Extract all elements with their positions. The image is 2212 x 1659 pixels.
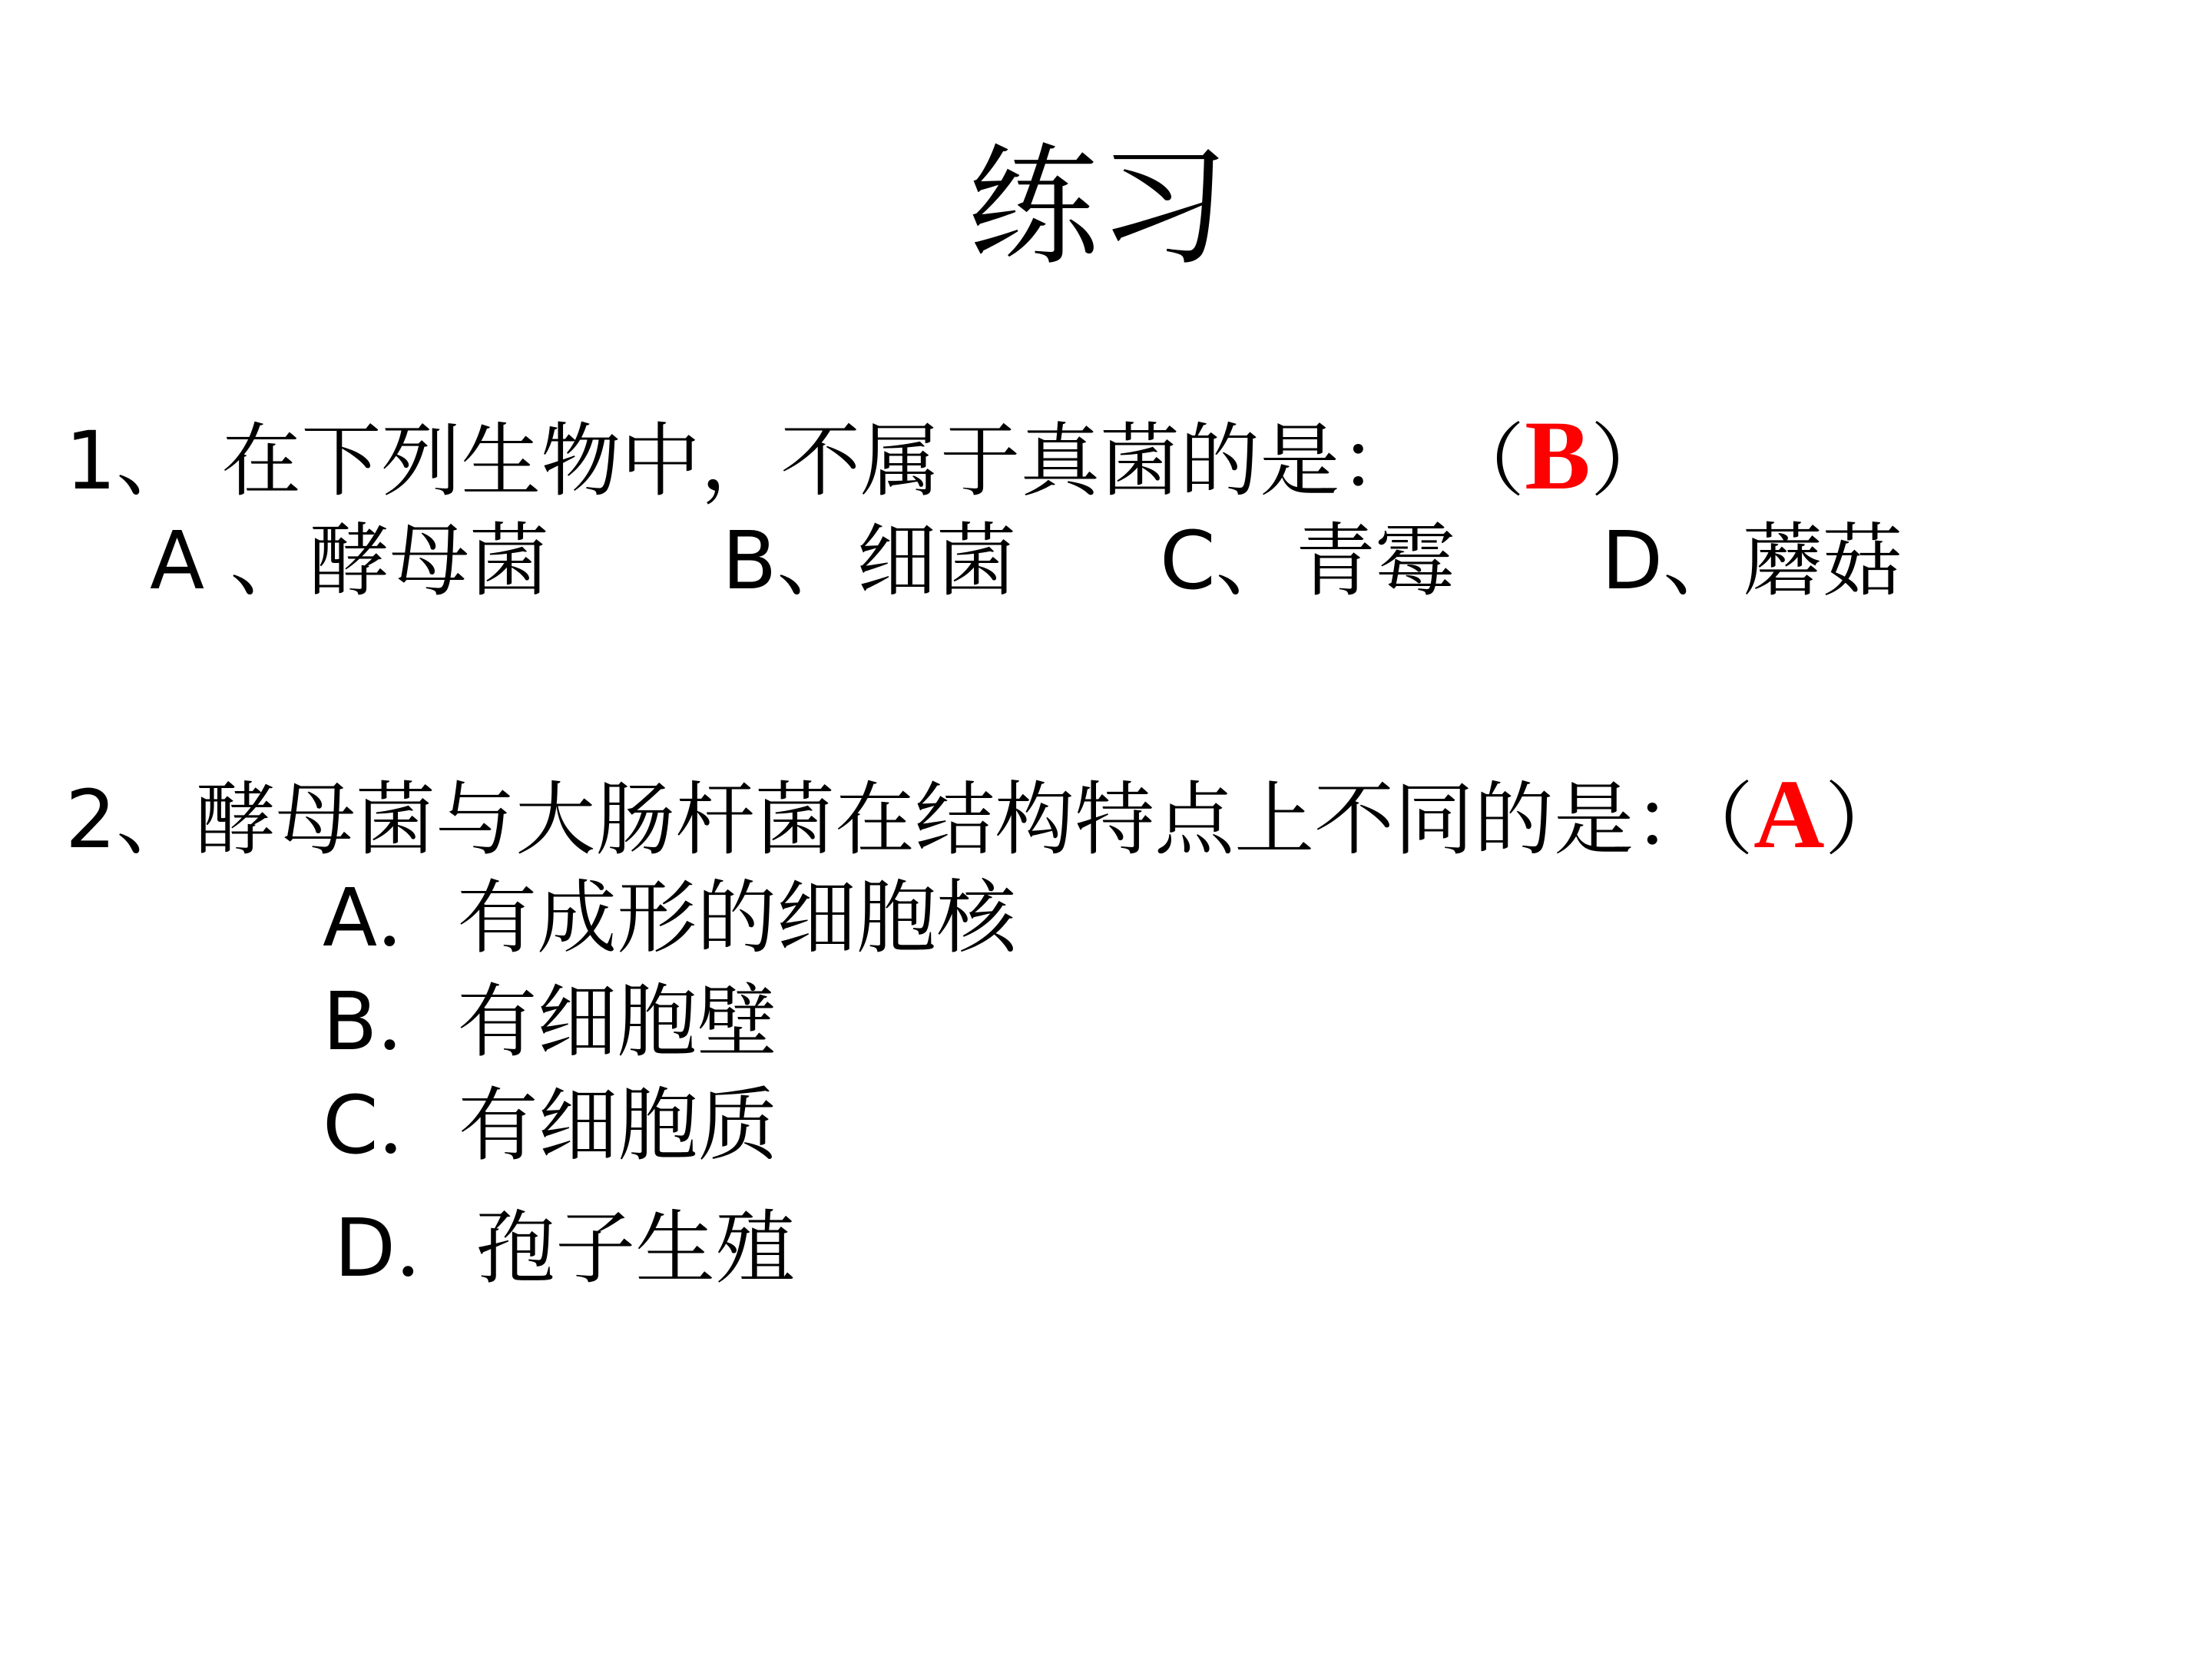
question-2-option-a: A．有成形的细胞核 <box>323 871 1017 965</box>
question-2-option-d: D．孢子生殖 <box>334 1201 796 1295</box>
question-1-close-paren: ） <box>1590 414 1671 508</box>
question-1-answer: B <box>1525 401 1591 510</box>
question-1-option-b: B、细菌 <box>722 514 1017 608</box>
question-2 <box>65 760 1905 869</box>
question-2-answer: A <box>1753 760 1825 869</box>
question-1-text: 1、 在下列生物中，不属于真菌的是： （ <box>65 414 1525 508</box>
question-1-option-c: C、青霉 <box>1160 514 1455 608</box>
question-2-option-c: C．有细胞质 <box>323 1078 778 1172</box>
question-2-close-paren: ） <box>1824 773 1905 866</box>
question-1-option-d: D、蘑菇 <box>1601 514 1903 608</box>
question-2-option-b: B．有细胞壁 <box>323 975 777 1068</box>
slide-title: 练习 <box>968 131 1230 283</box>
question-1 <box>65 401 1671 511</box>
question-2-text: 2、酵母菌与大肠杆菌在结构特点上不同的是：（ <box>65 773 1754 866</box>
question-1-option-a: A 、酵母菌 <box>150 514 550 608</box>
